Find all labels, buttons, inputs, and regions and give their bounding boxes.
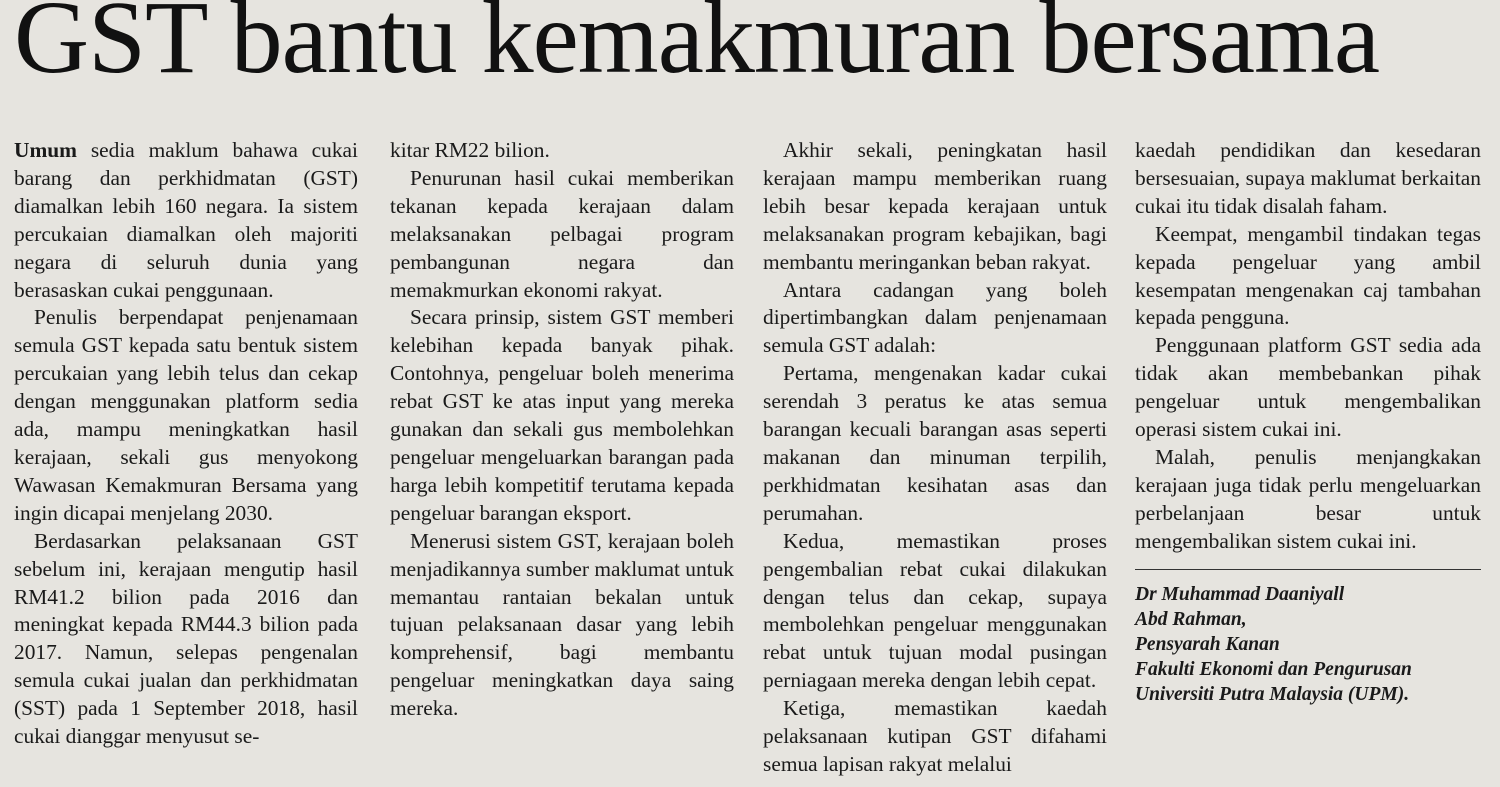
byline-author: Dr Muhammad Daaniyall — [1135, 583, 1345, 605]
paragraph: Berdasarkan pelaksanaan GST sebelum ini, kerajaan mengutip hasil RM41.2 bilion pada 2016 dan meningkat kepada RM44.3 bilion pada 2017. Namun, selepas pengenalan semula cukai jualan dan perkhidmatan (SST) pada 1 September 2018, hasil cukai dianggar menyusut se- — [14, 528, 358, 749]
byline-title: Pensyarah Kanan — [1135, 633, 1280, 655]
headline: GST bantu kemakmuran bersama — [14, 0, 1380, 95]
paragraph: Penulis berpendapat penjenamaan semula GST kepada satu bentuk sistem percukaian yang lebih telus dan cekap dengan menggunakan platform sedia ada, mampu meningkatkan hasil kerajaan, sekali gus menyokong Wawasan Kemakmuran Bersama yang ingin dicapai menjelang 2030. — [14, 305, 358, 525]
lead-word: Umum — [14, 138, 77, 162]
paragraph: kitar RM22 bilion. — [390, 138, 550, 162]
article-column-3 — [763, 137, 1107, 779]
paragraph: Menerusi sistem GST, kerajaan boleh menjadikannya sumber maklumat untuk memantau rantaian bekalan untuk tujuan pelaksanaan dasar yang lebih komprehensif, bagi membantu pengeluar meningkatkan daya saing mereka. — [390, 528, 734, 721]
paragraph: Antara cadangan yang boleh dipertimbangkan dalam penjenamaan semula GST adalah: — [763, 277, 1107, 358]
byline-university: Universiti Putra Malaysia (UPM). — [1135, 683, 1410, 705]
paragraph: Kedua, memastikan proses pengembalian rebat cukai dilakukan dengan telus dan cekap, supaya membolehkan pengeluar menggunakan rebat untuk tujuan modal pusingan perniagaan mereka dengan lebih cepat. — [763, 528, 1107, 693]
paragraph: Keempat, mengambil tindakan tegas kepada pengeluar yang ambil kesempatan mengenakan caj tambahan kepada pengguna. — [1135, 221, 1481, 330]
byline-divider — [1135, 569, 1481, 570]
paragraph: kaedah pendidikan dan kesedaran bersesuaian, supaya maklumat berkaitan cukai itu tidak disalah faham. — [1135, 138, 1481, 218]
paragraph: Akhir sekali, peningkatan hasil kerajaan mampu memberikan ruang lebih besar kepada kerajaan untuk melaksanakan program kebajikan, bagi membantu meringankan beban rakyat. — [763, 138, 1107, 274]
byline-faculty: Fakulti Ekonomi dan Pengurusan — [1135, 658, 1412, 680]
paragraph: Secara prinsip, sistem GST memberi kelebihan kepada banyak pihak. Contohnya, pengeluar boleh menerima rebat GST ke atas input yang mereka gunakan dan sekali gus membolehkan pengeluar mengeluarkan barangan pada harga lebih kompetitif terutama kepada pengeluar barangan eksport. — [390, 305, 734, 525]
article-column-4 — [1135, 137, 1481, 707]
paragraph: Umum sedia maklum bahawa cukai barang dan perkhidmatan (GST) diamalkan lebih 160 negara. Ia sistem percukaian diamalkan oleh majoriti negara di seluruh dunia yang berasaskan cukai penggunaan. — [14, 138, 358, 302]
paragraph: Penggunaan platform GST sedia ada tidak akan membebankan pihak pengeluar untuk mengembalikan operasi sistem cukai ini. — [1135, 333, 1481, 442]
article-column-2 — [390, 137, 734, 723]
paragraph: Ketiga, memastikan kaedah pelaksanaan kutipan GST difahami semua lapisan rakyat melalui — [763, 696, 1107, 776]
paragraph: Pertama, mengenakan kadar cukai serendah 3 peratus ke atas semua barangan kecuali barangan asas seperti makanan dan minuman terpilih, perkhidmatan kesihatan asas dan perumahan. — [763, 361, 1107, 525]
paragraph: Penurunan hasil cukai memberikan tekanan kepada kerajaan dalam melaksanakan pelbagai program pembangunan negara dan memakmurkan ekonomi rakyat. — [390, 165, 734, 302]
paragraph: Malah, penulis menjangkakan kerajaan juga tidak perlu mengeluarkan perbelanjaan besar untuk mengembalikan sistem cukai ini. — [1135, 444, 1481, 553]
byline-author: Abd Rahman, — [1135, 608, 1247, 630]
article-column-1 — [14, 137, 358, 751]
bleed-through-text — [1352, 88, 1361, 126]
